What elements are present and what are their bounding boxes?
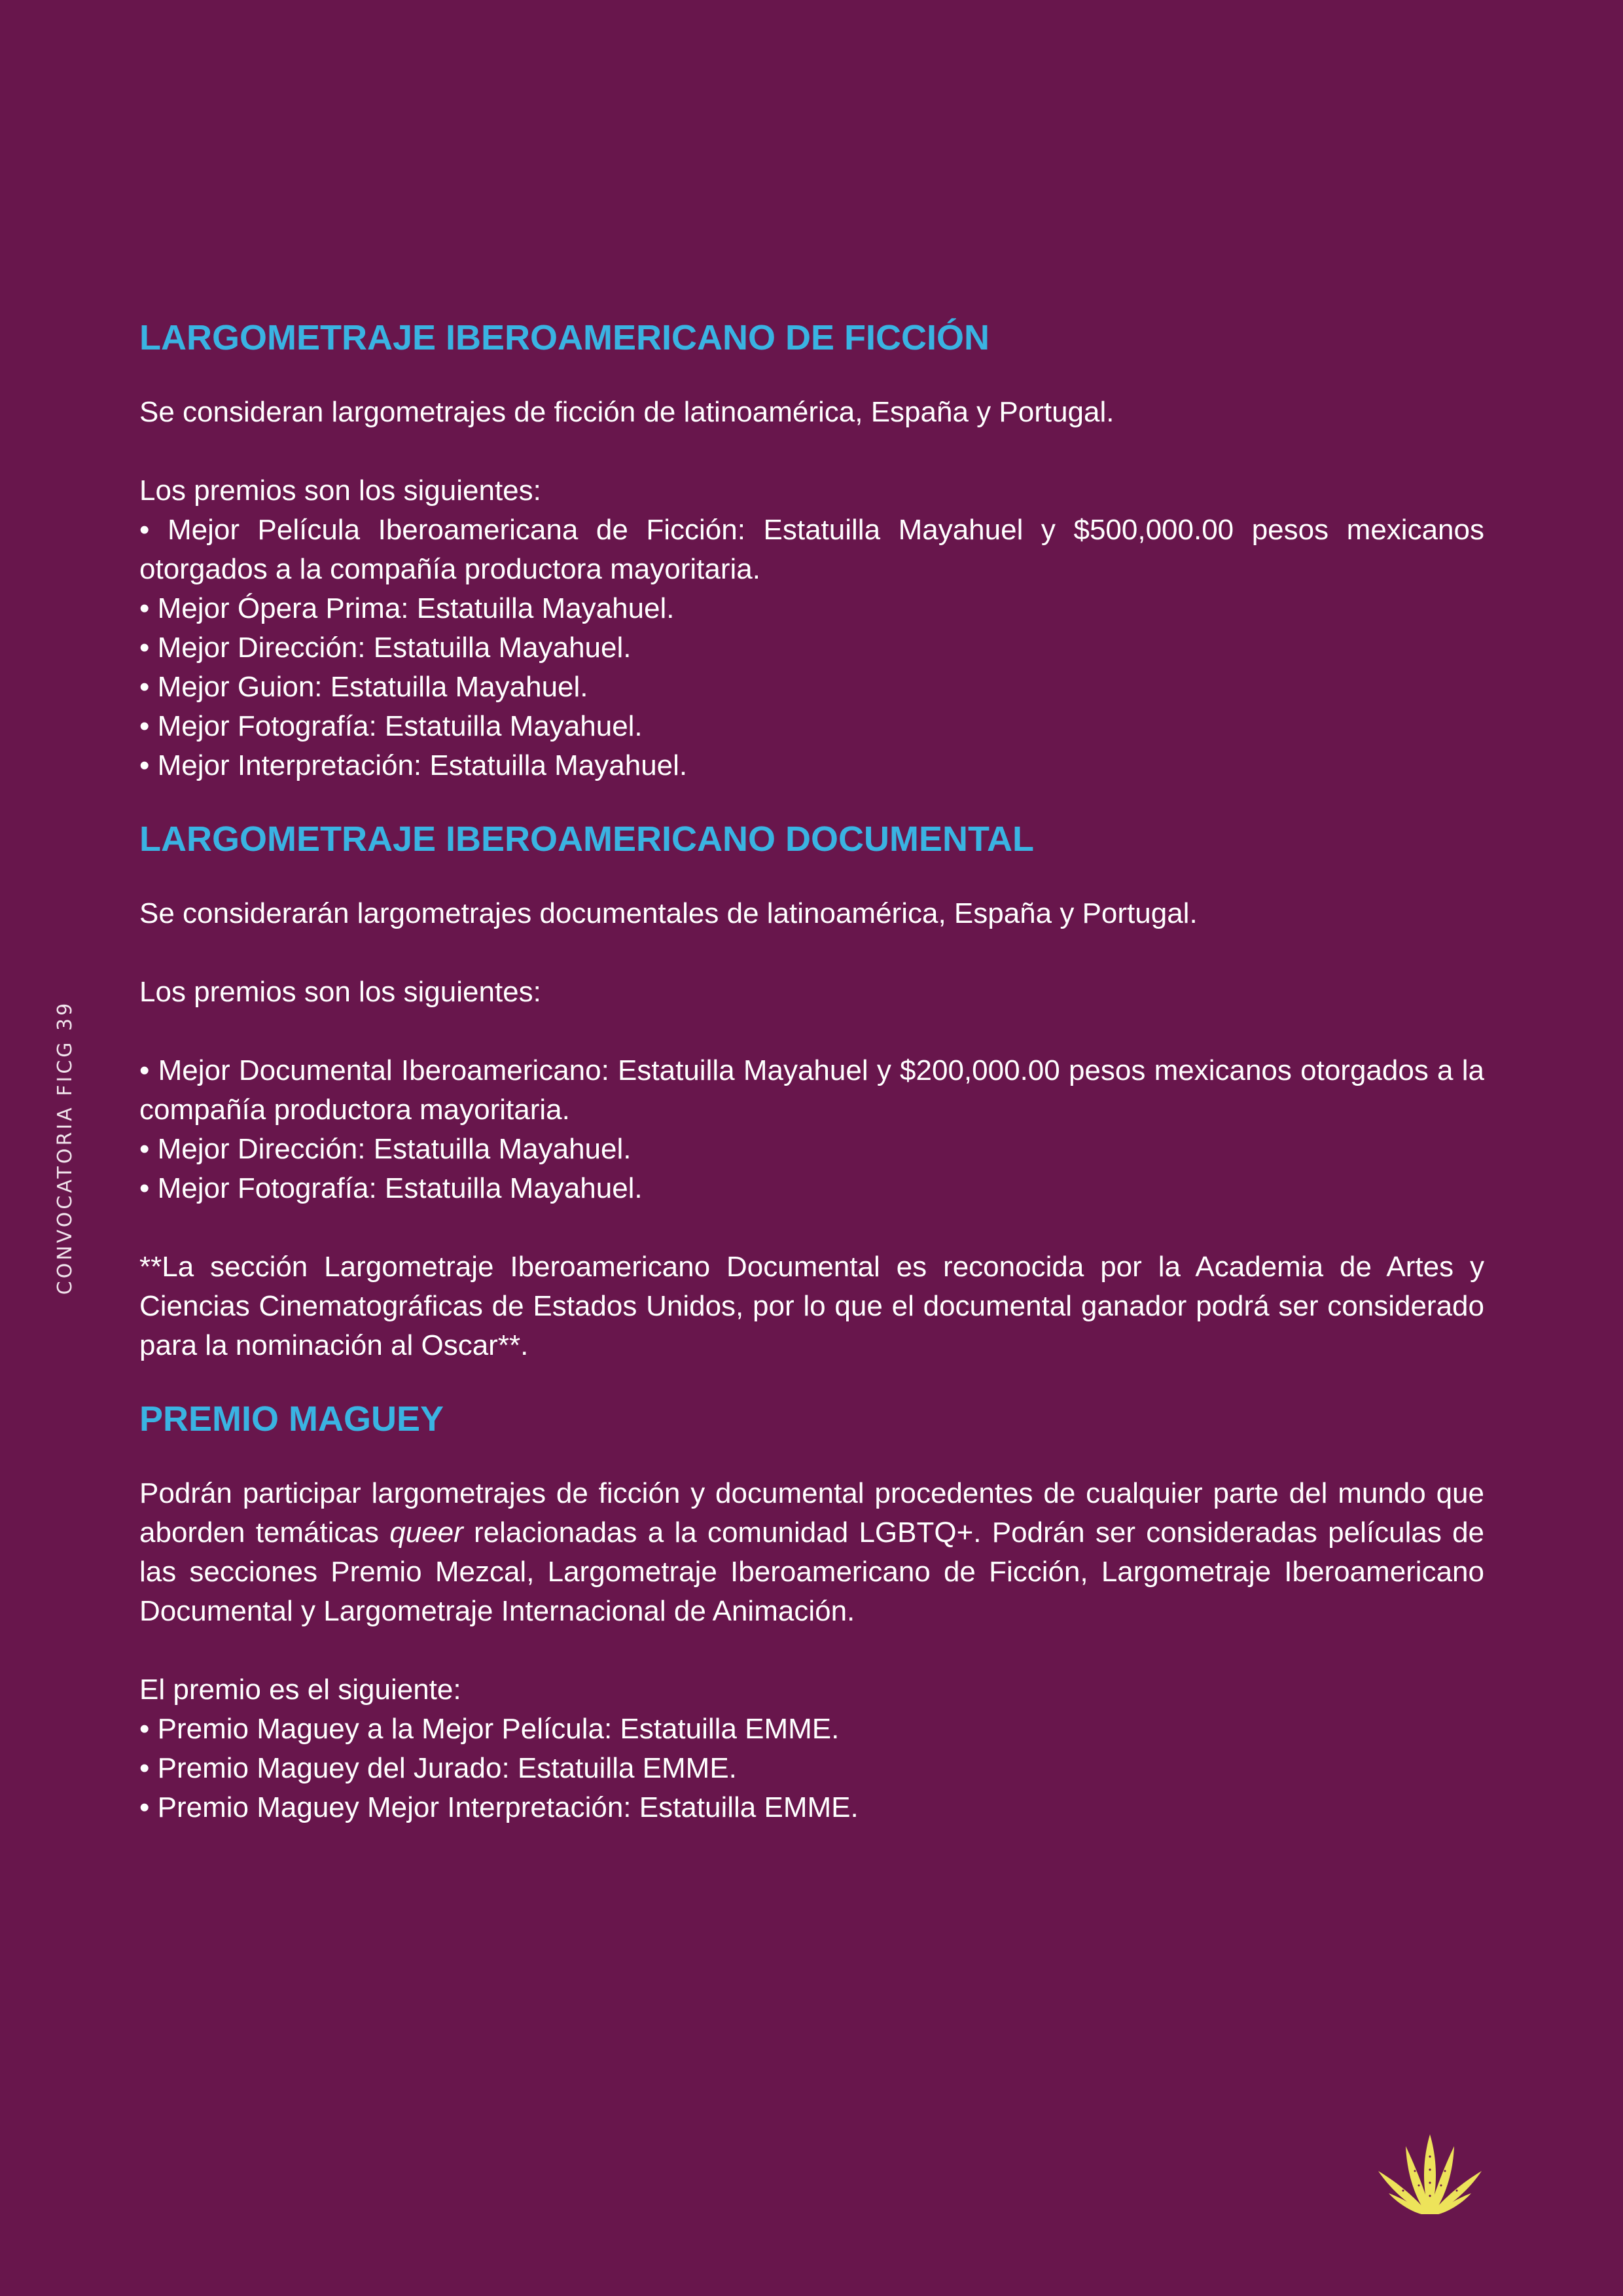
- prize-list: [139, 511, 1484, 785]
- intro-text: relacionadas a la comunidad LGBTQ+. Podrán ser consideradas películas de las secciones Premio Mezcal, Largometraje Iberoamericano de Ficción, Largometraje Iberoamericano Documental y Largometraje Internacional de Animación.: [139, 1516, 1485, 1627]
- side-label: [45, 1000, 86, 1295]
- prize-item: • Mejor Dirección: Estatuilla Mayahuel.: [139, 628, 1484, 668]
- section-intro: Se consideran largometrajes de ficción de latinoamérica, España y Portugal.: [139, 396, 1115, 428]
- prize-item: • Mejor Documental Iberoamericano: Estatuilla Mayahuel y $200,000.00 pesos mexicanos otorgados a la compañía productora mayoritaria.: [139, 1051, 1484, 1130]
- prize-item: • Mejor Dirección: Estatuilla Mayahuel.: [139, 1130, 1484, 1169]
- prizes-heading: Los premios son los siguientes:: [139, 475, 541, 507]
- prize-item: • Premio Maguey Mejor Interpretación: Estatuilla EMME.: [139, 1788, 1484, 1827]
- prize-item: • Mejor Fotografía: Estatuilla Mayahuel.: [139, 1169, 1484, 1208]
- prize-item: • Mejor Fotografía: Estatuilla Mayahuel.: [139, 707, 1484, 746]
- section-title: PREMIO MAGUEY: [139, 1399, 444, 1439]
- intro-text: Podrán participar largometrajes de ficción y documental procedentes de cualquier parte del mundo que aborden temáticas: [139, 1477, 1484, 1549]
- intro-italic: queer: [389, 1516, 463, 1549]
- side-label-text: CONVOCATORIA FICG 39: [54, 1000, 77, 1295]
- prize-item: • Mejor Guion: Estatuilla Mayahuel.: [139, 668, 1484, 707]
- section-intro: [139, 1474, 1484, 1631]
- section-title: LARGOMETRAJE IBEROAMERICANO DE FICCIÓN: [139, 318, 990, 357]
- oscar-note: **La sección Largometraje Iberoamericano Documental es reconocida por la Academia de Artes y Ciencias Cinematográficas de Estados Unidos, por lo que el documental ganador podrá ser considerado para la nominación al Oscar**.: [139, 1251, 1484, 1361]
- section-premio-maguey: [139, 1395, 1484, 1827]
- document-body: [139, 314, 1484, 1827]
- prizes-heading: Los premios son los siguientes:: [139, 976, 541, 1008]
- section-documental: [139, 816, 1484, 1365]
- prize-item: • Mejor Película Iberoamericana de Ficción: Estatuilla Mayahuel y $500,000.00 pesos mexicanos otorgados a la compañía productora mayoritaria.: [139, 511, 1484, 589]
- section-title: LARGOMETRAJE IBEROAMERICANO DOCUMENTAL: [139, 819, 1034, 859]
- section-ficcion: [139, 314, 1484, 785]
- agave-icon: [1374, 2130, 1486, 2215]
- section-intro: Se considerarán largometrajes documentales de latinoamérica, España y Portugal.: [139, 897, 1198, 929]
- prize-item: • Premio Maguey del Jurado: Estatuilla EMME.: [139, 1749, 1484, 1788]
- prizes-heading: El premio es el siguiente:: [139, 1674, 461, 1706]
- prize-item: • Premio Maguey a la Mejor Película: Estatuilla EMME.: [139, 1710, 1484, 1749]
- prize-list: [139, 1710, 1484, 1827]
- prize-item: • Mejor Interpretación: Estatuilla Mayahuel.: [139, 746, 1484, 785]
- prize-list: [139, 1051, 1484, 1208]
- prize-item: • Mejor Ópera Prima: Estatuilla Mayahuel.: [139, 589, 1484, 628]
